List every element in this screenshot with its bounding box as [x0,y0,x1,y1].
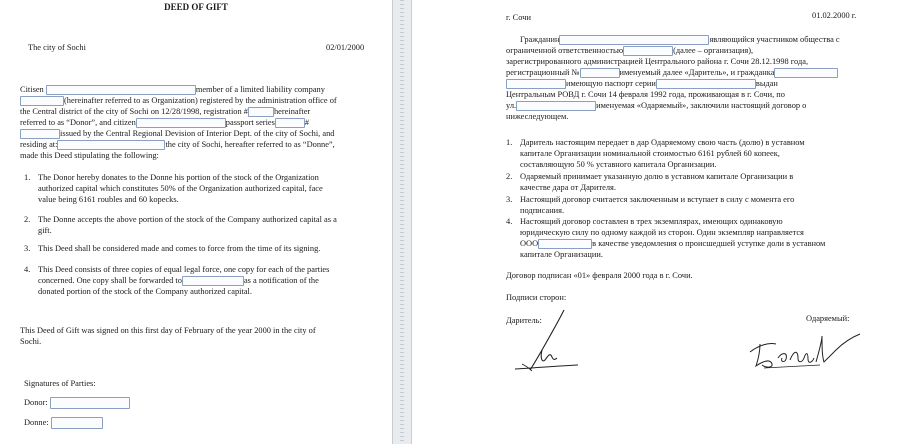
ru-intro-line-1: Гражданин являющийся участником общества с [520,35,840,44]
signatures-heading: Signatures of Parties: [24,379,96,388]
ru-intro-line-5: имеющую паспорт серии выдан [506,78,778,89]
russian-deed-page [412,0,900,444]
intro-line-5: issued by the Central Regional Devision of Interior Dept. of the city of Sochi, and [20,128,334,139]
ru-date-line: 01.02.2000 г. [812,11,857,20]
redacted-address [516,101,596,111]
deed-title: DEED OF GIFT [164,2,228,12]
redacted-registration-number [248,107,274,117]
clause-3-line-1: This Deed shall be considered made and comes to force from the time of its signing. [38,244,321,253]
ru-signed-line: Договор подписан «01» февраля 2000 года в г. Сочи. [506,271,693,280]
closing-line-2: Sochi. [20,337,42,346]
redacted-passport-number [20,129,60,139]
donor-label: Donor: [24,398,48,407]
divider-grip [400,0,404,444]
intro-line-7: made this Deed stipulating the following: [20,151,159,160]
closing-line-1: This Deed of Gift was signed on this first day of February of the year 2000 in the city of [20,326,316,335]
clause-1-line-3: value being 6161 roubles and 60 kopecks. [38,195,179,204]
redacted-donee-name [774,68,838,78]
ru-signatures-heading: Подписи сторон: [506,293,567,302]
ru-clause-3-line-2: подписания. [520,206,565,215]
intro-line-4: referred to as “Donor”, and citizen passport series # [20,118,310,127]
redacted-donee-name [136,118,226,128]
clause-1-line-2: authorized capital which constitutes 50% of the Organization authorized capital, face [38,184,323,193]
ru-intro-line-3: зарегистрированного администрацией Центрального района г. Сочи 28.12.1998 года, [506,57,809,66]
redacted-donor-name [559,35,709,45]
donor-signature-row [24,397,130,409]
intro-line-2: (hereinafter referred to as Organization) registered by the administration office of [20,95,337,106]
ru-clause-number: 4. [506,217,513,226]
donor-signature-image [512,308,592,374]
ru-clause-1-line-2: капитале Организации номинальной стоимостью 6161 рублей 60 копеек, [520,149,780,158]
clause-4-line-1: This Deed consists of three copies of equal legal force, one copy for each of the parties [38,265,330,274]
redacted-company-name [182,276,244,286]
english-deed-page [0,0,392,444]
redacted-company-name [20,96,64,106]
city-line: The city of Sochi [28,43,86,52]
ru-clause-number: 3. [506,195,513,204]
clause-4-line-2: concerned. One copy shall be forwarded to as a notification of the [38,276,319,285]
clause-2-line-2: gift. [38,226,52,235]
clause-number: 4. [24,265,31,274]
intro-line-3: the Central district of the city of Sochi on 12/28/1998, registration # hereinafter [20,107,311,116]
redacted-address [57,140,165,150]
ru-donor-label: Даритель: [506,316,542,325]
clause-1-line-1: The Donor hereby donates to the Donne his portion of the stock of the Organization [38,173,319,182]
date-line: 02/01/2000 [326,43,365,52]
ru-intro-line-6: Центральным РОВД г. Сочи 14 февраля 1992 года, проживающая в г. Сочи, по [506,90,785,99]
redacted-company-name [623,46,673,56]
ru-intro-line-2: ограниченной ответственностью (далее – организация), [506,46,754,55]
ru-clause-4-line-2: юридическую силу по одному каждой из сторон. Один экземпляр направляется [520,228,804,237]
ru-clause-4-line-3: ООО в качестве уведомления о происшедшей уступке доли в уставном [520,239,826,248]
redacted-donne-signature [51,417,103,429]
ru-intro-line-4: регистрационный № именуемый далее «Даритель», и гражданка [506,67,838,78]
ru-clause-3-line-1: Настоящий договор считается заключенным и вступает в силу с момента его [520,195,795,204]
ru-donee-label: Одаряемый: [806,314,850,323]
redacted-passport [656,79,756,89]
ru-clause-4-line-1: Настоящий договор составлен в трех экземплярах, имеющих одинаковую [520,217,783,226]
clause-number: 1. [24,173,31,182]
ru-clause-4-line-4: капитале Организации. [520,250,603,259]
redacted-company-name [538,239,592,249]
redacted-donee-name-cont [506,79,566,89]
redacted-passport-series [275,118,305,128]
ru-intro-line-7: ул. именуемая «Одаряемый», заключили настоящий договор о [506,101,807,110]
clause-number: 2. [24,215,31,224]
redacted-registration-number [580,68,620,78]
intro-line-1: Citisen member of a limited liability company [20,85,325,94]
clause-2-line-1: The Donne accepts the above portion of the stock of the Company authorized capital as a [38,215,337,224]
donee-signature-image [742,328,872,372]
redacted-donor-name [46,85,196,95]
clause-number: 3. [24,244,31,253]
redacted-donor-signature [50,397,130,409]
intro-line-6: residing at: the city of Sochi, hereafter referred to as “Donne”, [20,140,335,149]
clause-4-line-3: donated portion of the stock of the Company authorized capital. [38,287,252,296]
ru-intro-line-8: нижеследующем. [506,112,569,121]
ru-clause-number: 2. [506,172,513,181]
page-divider [392,0,412,444]
donne-label: Donne: [24,418,49,427]
donne-signature-row [24,417,103,429]
ru-clause-1-line-1: Даритель настоящим передает в дар Одаряемому свою часть (долю) в уставном [520,138,805,147]
ru-clause-1-line-3: составляющую 50 % уставного капитала Организации. [520,160,717,169]
ru-clause-number: 1. [506,138,513,147]
ru-city-line: г. Сочи [506,13,531,22]
ru-clause-2-line-2: качестве дара от Дарителя. [520,183,616,192]
ru-clause-2-line-1: Одаряемый принимает указанную долю в уставном капитале Организации в [520,172,794,181]
